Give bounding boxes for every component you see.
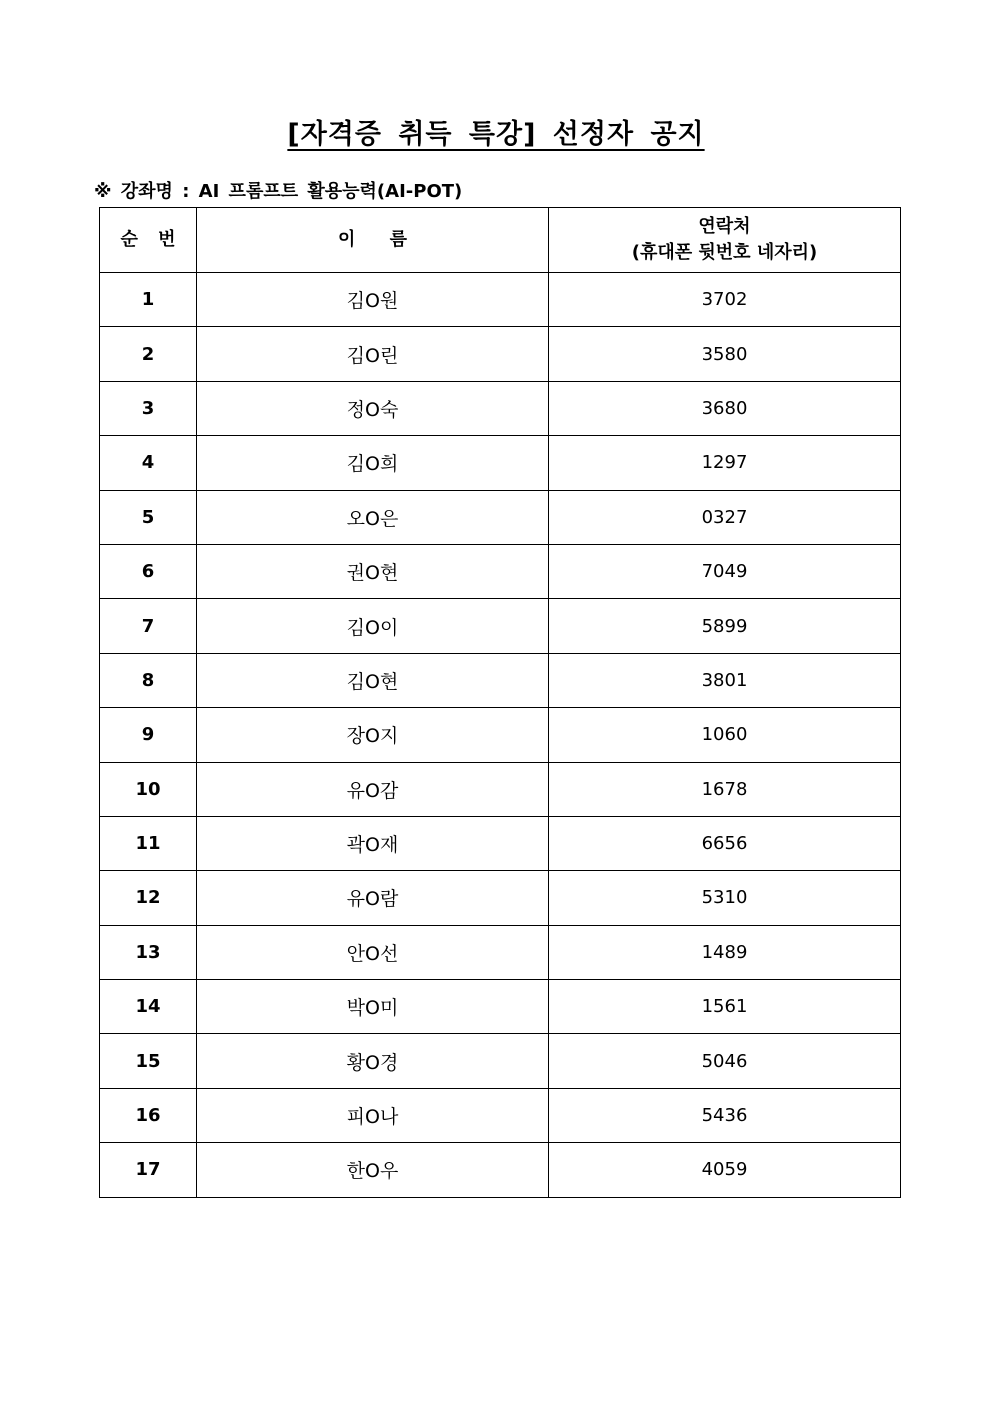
row-number: 13 <box>100 925 197 979</box>
table-row <box>100 327 901 381</box>
row-name: 김O희 <box>197 436 549 490</box>
table-row <box>100 816 901 870</box>
row-number: 11 <box>100 816 197 870</box>
selected-participants-table <box>99 207 901 1198</box>
row-number: 16 <box>100 1088 197 1142</box>
row-name: 박O미 <box>197 980 549 1034</box>
table-row <box>100 599 901 653</box>
row-number: 2 <box>100 327 197 381</box>
table-row <box>100 381 901 435</box>
row-number: 3 <box>100 381 197 435</box>
row-phone-last4: 4059 <box>549 1143 901 1197</box>
table-row <box>100 653 901 707</box>
row-number: 17 <box>100 1143 197 1197</box>
table-row <box>100 490 901 544</box>
table-row <box>100 273 901 327</box>
table-header-row <box>100 208 901 273</box>
row-phone-last4: 5436 <box>549 1088 901 1142</box>
row-phone-last4: 7049 <box>549 544 901 598</box>
table-row <box>100 544 901 598</box>
row-number: 15 <box>100 1034 197 1088</box>
table-row <box>100 871 901 925</box>
row-name: 안O선 <box>197 925 549 979</box>
table-row <box>100 762 901 816</box>
row-name: 김O이 <box>197 599 549 653</box>
row-name: 김O원 <box>197 273 549 327</box>
row-phone-last4: 3702 <box>549 273 901 327</box>
document-title-text: [자격증 취득 특강] 선정자 공지 <box>287 119 705 150</box>
row-name: 유O람 <box>197 871 549 925</box>
row-name: 오O은 <box>197 490 549 544</box>
row-phone-last4: 3680 <box>549 381 901 435</box>
header-contact <box>549 208 901 273</box>
row-name: 곽O재 <box>197 816 549 870</box>
row-number: 9 <box>100 708 197 762</box>
row-name: 한O우 <box>197 1143 549 1197</box>
row-number: 5 <box>100 490 197 544</box>
table-row <box>100 436 901 490</box>
course-name-line: ※ 강좌명 : AI 프롬프트 활용능력(AI-POT) <box>94 181 463 202</box>
table-row <box>100 925 901 979</box>
header-name <box>197 208 549 273</box>
row-phone-last4: 1489 <box>549 925 901 979</box>
row-phone-last4: 5046 <box>549 1034 901 1088</box>
row-name: 정O숙 <box>197 381 549 435</box>
row-name: 유O감 <box>197 762 549 816</box>
row-phone-last4: 3580 <box>549 327 901 381</box>
row-phone-last4: 5899 <box>549 599 901 653</box>
row-name: 황O경 <box>197 1034 549 1088</box>
row-number: 7 <box>100 599 197 653</box>
table-row <box>100 1034 901 1088</box>
header-number <box>100 208 197 273</box>
header-contact-sublabel: (휴대폰 뒷번호 네자리) <box>631 242 818 263</box>
header-number-label: 순 번 <box>120 229 176 250</box>
row-phone-last4: 1561 <box>549 980 901 1034</box>
table-row <box>100 980 901 1034</box>
table-row <box>100 708 901 762</box>
row-number: 1 <box>100 273 197 327</box>
row-name: 장O지 <box>197 708 549 762</box>
table-row <box>100 1088 901 1142</box>
row-phone-last4: 5310 <box>549 871 901 925</box>
row-number: 14 <box>100 980 197 1034</box>
row-phone-last4: 1678 <box>549 762 901 816</box>
row-name: 권O현 <box>197 544 549 598</box>
row-name: 김O린 <box>197 327 549 381</box>
document-title <box>0 112 992 151</box>
header-name-label: 이 름 <box>337 229 408 250</box>
row-phone-last4: 1297 <box>549 436 901 490</box>
row-phone-last4: 6656 <box>549 816 901 870</box>
table-body <box>100 273 901 1198</box>
table-row <box>100 1143 901 1197</box>
row-number: 12 <box>100 871 197 925</box>
table-header <box>100 208 901 273</box>
row-name: 피O나 <box>197 1088 549 1142</box>
row-number: 8 <box>100 653 197 707</box>
row-number: 10 <box>100 762 197 816</box>
row-name: 김O현 <box>197 653 549 707</box>
header-contact-label: 연락처 <box>698 216 751 237</box>
row-number: 4 <box>100 436 197 490</box>
row-number: 6 <box>100 544 197 598</box>
row-phone-last4: 0327 <box>549 490 901 544</box>
row-phone-last4: 3801 <box>549 653 901 707</box>
row-phone-last4: 1060 <box>549 708 901 762</box>
